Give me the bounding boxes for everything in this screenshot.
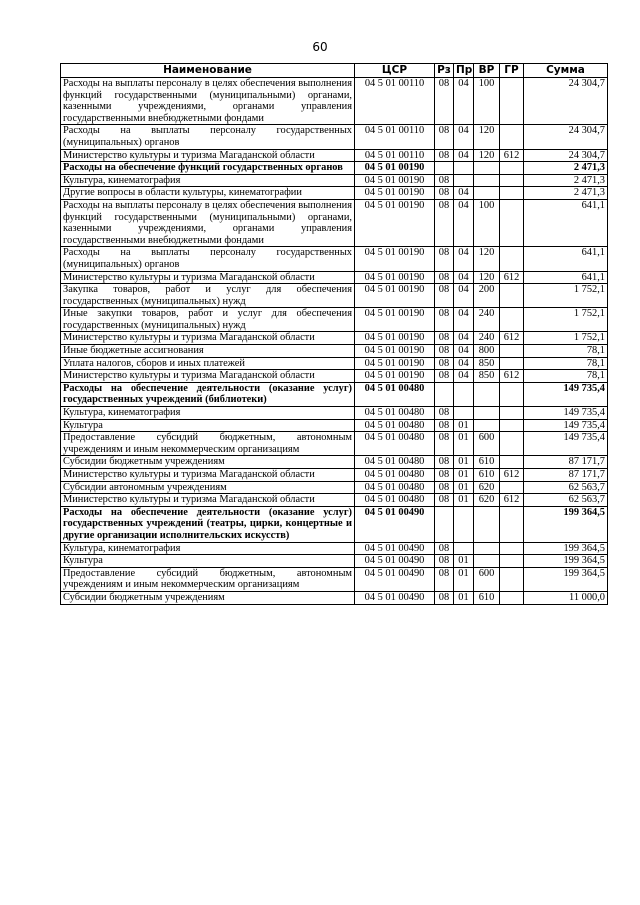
table-row (61, 125, 608, 149)
row-rz-cell (435, 382, 454, 406)
row-vr-cell: 120 (474, 271, 500, 284)
row-sum-cell: 1 752,1 (524, 284, 608, 308)
row-name-cell: Министерство культуры и туризма Магаданской области (61, 271, 355, 284)
header-name: Наименование (61, 64, 355, 78)
row-gr-cell (500, 162, 524, 175)
table-row (61, 247, 608, 271)
table-row (61, 284, 608, 308)
row-gr-cell (500, 432, 524, 456)
row-name-cell: Расходы на выплаты персоналу в целях обеспечения выполнения функций государственными (муниципальными) органами, казенными учреждениями, органами управления государственными внебюджетными фондами (61, 78, 355, 125)
row-csr-cell: 04 5 01 00190 (355, 199, 435, 246)
row-vr-cell: 240 (474, 308, 500, 332)
row-vr-cell: 610 (474, 469, 500, 482)
row-rz-cell: 08 (435, 78, 454, 125)
row-csr-cell: 04 5 01 00480 (355, 407, 435, 420)
row-rz-cell: 08 (435, 419, 454, 432)
table-row (61, 357, 608, 370)
row-sum-cell: 87 171,7 (524, 469, 608, 482)
row-name-cell: Министерство культуры и туризма Магаданской области (61, 332, 355, 345)
header-pr: Пр (454, 64, 474, 78)
row-gr-cell (500, 382, 524, 406)
row-rz-cell: 08 (435, 456, 454, 469)
row-rz-cell: 08 (435, 199, 454, 246)
row-pr-cell: 04 (454, 284, 474, 308)
row-sum-cell: 62 563,7 (524, 481, 608, 494)
table-row (61, 332, 608, 345)
row-gr-cell (500, 506, 524, 542)
row-rz-cell: 08 (435, 469, 454, 482)
row-vr-cell: 600 (474, 567, 500, 591)
row-vr-cell: 240 (474, 332, 500, 345)
row-sum-cell: 199 364,5 (524, 567, 608, 591)
row-csr-cell: 04 5 01 00110 (355, 125, 435, 149)
row-pr-cell: 01 (454, 481, 474, 494)
row-sum-cell: 149 735,4 (524, 419, 608, 432)
row-name-cell: Министерство культуры и туризма Магаданской области (61, 370, 355, 383)
row-name-cell: Уплата налогов, сборов и иных платежей (61, 357, 355, 370)
row-name-cell: Культура (61, 555, 355, 568)
row-name-cell: Расходы на выплаты персоналу государственных (муниципальных) органов (61, 125, 355, 149)
row-gr-cell (500, 247, 524, 271)
row-csr-cell: 04 5 01 00190 (355, 284, 435, 308)
table-row (61, 494, 608, 507)
row-sum-cell: 62 563,7 (524, 494, 608, 507)
row-pr-cell: 01 (454, 555, 474, 568)
row-gr-cell: 612 (500, 370, 524, 383)
row-rz-cell: 08 (435, 174, 454, 187)
row-csr-cell: 04 5 01 00480 (355, 432, 435, 456)
row-gr-cell (500, 555, 524, 568)
table-row (61, 506, 608, 542)
row-sum-cell: 199 364,5 (524, 542, 608, 555)
row-name-cell: Предоставление субсидий бюджетным, автономным учреждениям и иным некоммерческим организациям (61, 432, 355, 456)
row-sum-cell: 1 752,1 (524, 308, 608, 332)
row-gr-cell: 612 (500, 494, 524, 507)
header-gr: ГР (500, 64, 524, 78)
table-row (61, 370, 608, 383)
table-row (61, 345, 608, 358)
row-csr-cell: 04 5 01 00480 (355, 494, 435, 507)
row-vr-cell: 120 (474, 149, 500, 162)
row-rz-cell: 08 (435, 567, 454, 591)
row-rz-cell: 08 (435, 284, 454, 308)
row-gr-cell (500, 591, 524, 604)
table-row (61, 456, 608, 469)
row-name-cell: Расходы на обеспечение деятельности (оказание услуг) государственных учреждений (театры, цирки, концертные и другие организации исполнительских искусств) (61, 506, 355, 542)
row-sum-cell: 149 735,4 (524, 407, 608, 420)
row-csr-cell: 04 5 01 00480 (355, 456, 435, 469)
row-vr-cell: 100 (474, 199, 500, 246)
row-rz-cell: 08 (435, 345, 454, 358)
row-rz-cell: 08 (435, 187, 454, 200)
header-sum: Сумма (524, 64, 608, 78)
table-row (61, 469, 608, 482)
row-gr-cell (500, 199, 524, 246)
row-csr-cell: 04 5 01 00490 (355, 506, 435, 542)
row-pr-cell: 01 (454, 567, 474, 591)
row-pr-cell (454, 542, 474, 555)
row-vr-cell: 100 (474, 78, 500, 125)
row-gr-cell (500, 567, 524, 591)
row-sum-cell: 199 364,5 (524, 506, 608, 542)
row-gr-cell (500, 481, 524, 494)
row-pr-cell: 04 (454, 357, 474, 370)
row-vr-cell (474, 382, 500, 406)
row-vr-cell (474, 506, 500, 542)
row-vr-cell: 600 (474, 432, 500, 456)
row-rz-cell (435, 506, 454, 542)
row-csr-cell: 04 5 01 00490 (355, 555, 435, 568)
row-vr-cell: 850 (474, 370, 500, 383)
row-name-cell: Культура, кинематография (61, 174, 355, 187)
row-pr-cell (454, 174, 474, 187)
row-vr-cell: 800 (474, 345, 500, 358)
row-pr-cell: 04 (454, 187, 474, 200)
row-name-cell: Субсидии бюджетным учреждениям (61, 456, 355, 469)
row-name-cell: Культура (61, 419, 355, 432)
row-pr-cell: 04 (454, 271, 474, 284)
row-pr-cell (454, 162, 474, 175)
row-rz-cell: 08 (435, 407, 454, 420)
row-vr-cell: 200 (474, 284, 500, 308)
row-csr-cell: 04 5 01 00190 (355, 357, 435, 370)
row-gr-cell (500, 419, 524, 432)
row-sum-cell: 78,1 (524, 345, 608, 358)
row-rz-cell: 08 (435, 308, 454, 332)
page-number: 60 (312, 40, 328, 54)
row-name-cell: Министерство культуры и туризма Магаданской области (61, 149, 355, 162)
row-vr-cell: 850 (474, 357, 500, 370)
row-rz-cell: 08 (435, 332, 454, 345)
row-rz-cell: 08 (435, 591, 454, 604)
row-gr-cell (500, 284, 524, 308)
row-gr-cell: 612 (500, 332, 524, 345)
row-sum-cell: 641,1 (524, 247, 608, 271)
row-vr-cell: 620 (474, 481, 500, 494)
table-row (61, 419, 608, 432)
row-sum-cell: 11 000,0 (524, 591, 608, 604)
row-name-cell: Иные бюджетные ассигнования (61, 345, 355, 358)
table-row (61, 149, 608, 162)
row-name-cell: Министерство культуры и туризма Магаданской области (61, 494, 355, 507)
row-gr-cell (500, 357, 524, 370)
row-sum-cell: 2 471,3 (524, 174, 608, 187)
row-gr-cell (500, 407, 524, 420)
header-rz: Рз (435, 64, 454, 78)
row-sum-cell: 1 752,1 (524, 332, 608, 345)
row-gr-cell (500, 345, 524, 358)
row-rz-cell: 08 (435, 432, 454, 456)
row-name-cell: Закупка товаров, работ и услуг для обеспечения государственных (муниципальных) нужд (61, 284, 355, 308)
row-vr-cell (474, 174, 500, 187)
row-gr-cell (500, 125, 524, 149)
row-sum-cell: 87 171,7 (524, 456, 608, 469)
row-csr-cell: 04 5 01 00480 (355, 419, 435, 432)
table-row (61, 187, 608, 200)
row-name-cell: Культура, кинематография (61, 542, 355, 555)
table-row (61, 591, 608, 604)
row-gr-cell: 612 (500, 271, 524, 284)
row-sum-cell: 641,1 (524, 199, 608, 246)
row-sum-cell: 641,1 (524, 271, 608, 284)
row-pr-cell: 04 (454, 199, 474, 246)
row-vr-cell (474, 407, 500, 420)
row-rz-cell: 08 (435, 494, 454, 507)
row-sum-cell: 149 735,4 (524, 432, 608, 456)
row-csr-cell: 04 5 01 00490 (355, 542, 435, 555)
row-vr-cell (474, 419, 500, 432)
row-rz-cell: 08 (435, 247, 454, 271)
row-name-cell: Расходы на выплаты персоналу государственных (муниципальных) органов (61, 247, 355, 271)
row-sum-cell: 24 304,7 (524, 149, 608, 162)
table-row (61, 407, 608, 420)
row-rz-cell: 08 (435, 542, 454, 555)
row-sum-cell: 24 304,7 (524, 125, 608, 149)
row-pr-cell: 04 (454, 78, 474, 125)
table-header-row (61, 64, 608, 78)
table-row (61, 308, 608, 332)
row-pr-cell: 01 (454, 591, 474, 604)
row-csr-cell: 04 5 01 00190 (355, 345, 435, 358)
table-row (61, 481, 608, 494)
row-csr-cell: 04 5 01 00190 (355, 247, 435, 271)
header-csr: ЦСР (355, 64, 435, 78)
row-gr-cell (500, 174, 524, 187)
row-csr-cell: 04 5 01 00190 (355, 162, 435, 175)
table-row (61, 78, 608, 125)
row-pr-cell: 01 (454, 494, 474, 507)
row-rz-cell: 08 (435, 555, 454, 568)
table-row (61, 162, 608, 175)
row-csr-cell: 04 5 01 00490 (355, 567, 435, 591)
row-vr-cell (474, 542, 500, 555)
row-name-cell: Иные закупки товаров, работ и услуг для обеспечения государственных (муниципальных) нужд (61, 308, 355, 332)
row-gr-cell (500, 187, 524, 200)
table-row (61, 555, 608, 568)
row-name-cell: Министерство культуры и туризма Магаданской области (61, 469, 355, 482)
table-row (61, 542, 608, 555)
row-vr-cell: 120 (474, 247, 500, 271)
row-rz-cell: 08 (435, 481, 454, 494)
row-pr-cell (454, 506, 474, 542)
row-name-cell: Субсидии автономным учреждениям (61, 481, 355, 494)
row-sum-cell: 2 471,3 (524, 187, 608, 200)
row-pr-cell: 01 (454, 419, 474, 432)
row-rz-cell: 08 (435, 149, 454, 162)
row-csr-cell: 04 5 01 00490 (355, 591, 435, 604)
row-vr-cell: 610 (474, 591, 500, 604)
row-pr-cell: 04 (454, 345, 474, 358)
row-sum-cell: 78,1 (524, 357, 608, 370)
row-name-cell: Культура, кинематография (61, 407, 355, 420)
row-name-cell: Предоставление субсидий бюджетным, автономным учреждениям и иным некоммерческим организациям (61, 567, 355, 591)
row-name-cell: Другие вопросы в области культуры, кинематографии (61, 187, 355, 200)
table-row (61, 271, 608, 284)
row-pr-cell: 04 (454, 247, 474, 271)
row-name-cell: Расходы на обеспечение функций государственных органов (61, 162, 355, 175)
row-vr-cell: 620 (474, 494, 500, 507)
row-gr-cell: 612 (500, 469, 524, 482)
table-row (61, 174, 608, 187)
row-vr-cell (474, 162, 500, 175)
row-rz-cell: 08 (435, 271, 454, 284)
row-gr-cell (500, 308, 524, 332)
header-vr: ВР (474, 64, 500, 78)
row-sum-cell: 199 364,5 (524, 555, 608, 568)
row-sum-cell: 149 735,4 (524, 382, 608, 406)
row-csr-cell: 04 5 01 00190 (355, 332, 435, 345)
table-row (61, 382, 608, 406)
row-rz-cell: 08 (435, 125, 454, 149)
row-pr-cell (454, 407, 474, 420)
row-pr-cell: 01 (454, 456, 474, 469)
row-vr-cell (474, 555, 500, 568)
table-row (61, 432, 608, 456)
row-pr-cell (454, 382, 474, 406)
row-rz-cell: 08 (435, 357, 454, 370)
row-gr-cell (500, 542, 524, 555)
row-csr-cell: 04 5 01 00190 (355, 271, 435, 284)
row-vr-cell (474, 187, 500, 200)
row-gr-cell (500, 456, 524, 469)
row-vr-cell: 610 (474, 456, 500, 469)
row-sum-cell: 2 471,3 (524, 162, 608, 175)
row-csr-cell: 04 5 01 00190 (355, 370, 435, 383)
row-csr-cell: 04 5 01 00190 (355, 308, 435, 332)
table-body (61, 78, 608, 605)
table-row (61, 567, 608, 591)
row-csr-cell: 04 5 01 00190 (355, 187, 435, 200)
row-csr-cell: 04 5 01 00110 (355, 149, 435, 162)
row-csr-cell: 04 5 01 00480 (355, 382, 435, 406)
budget-table (60, 63, 608, 605)
row-name-cell: Субсидии бюджетным учреждениям (61, 591, 355, 604)
table-row (61, 199, 608, 246)
row-pr-cell: 01 (454, 469, 474, 482)
row-pr-cell: 01 (454, 432, 474, 456)
row-vr-cell: 120 (474, 125, 500, 149)
row-pr-cell: 04 (454, 370, 474, 383)
row-sum-cell: 78,1 (524, 370, 608, 383)
row-pr-cell: 04 (454, 308, 474, 332)
row-pr-cell: 04 (454, 332, 474, 345)
row-csr-cell: 04 5 01 00480 (355, 481, 435, 494)
row-csr-cell: 04 5 01 00110 (355, 78, 435, 125)
row-name-cell: Расходы на выплаты персоналу в целях обеспечения выполнения функций государственными (муниципальными) органами, казенными учреждениями, органами управления государственными внебюджетными фондами (61, 199, 355, 246)
row-csr-cell: 04 5 01 00190 (355, 174, 435, 187)
row-pr-cell: 04 (454, 149, 474, 162)
row-pr-cell: 04 (454, 125, 474, 149)
row-name-cell: Расходы на обеспечение деятельности (оказание услуг) государственных учреждений (библиотеки) (61, 382, 355, 406)
row-gr-cell: 612 (500, 149, 524, 162)
row-rz-cell (435, 162, 454, 175)
row-gr-cell (500, 78, 524, 125)
row-csr-cell: 04 5 01 00480 (355, 469, 435, 482)
row-sum-cell: 24 304,7 (524, 78, 608, 125)
row-rz-cell: 08 (435, 370, 454, 383)
